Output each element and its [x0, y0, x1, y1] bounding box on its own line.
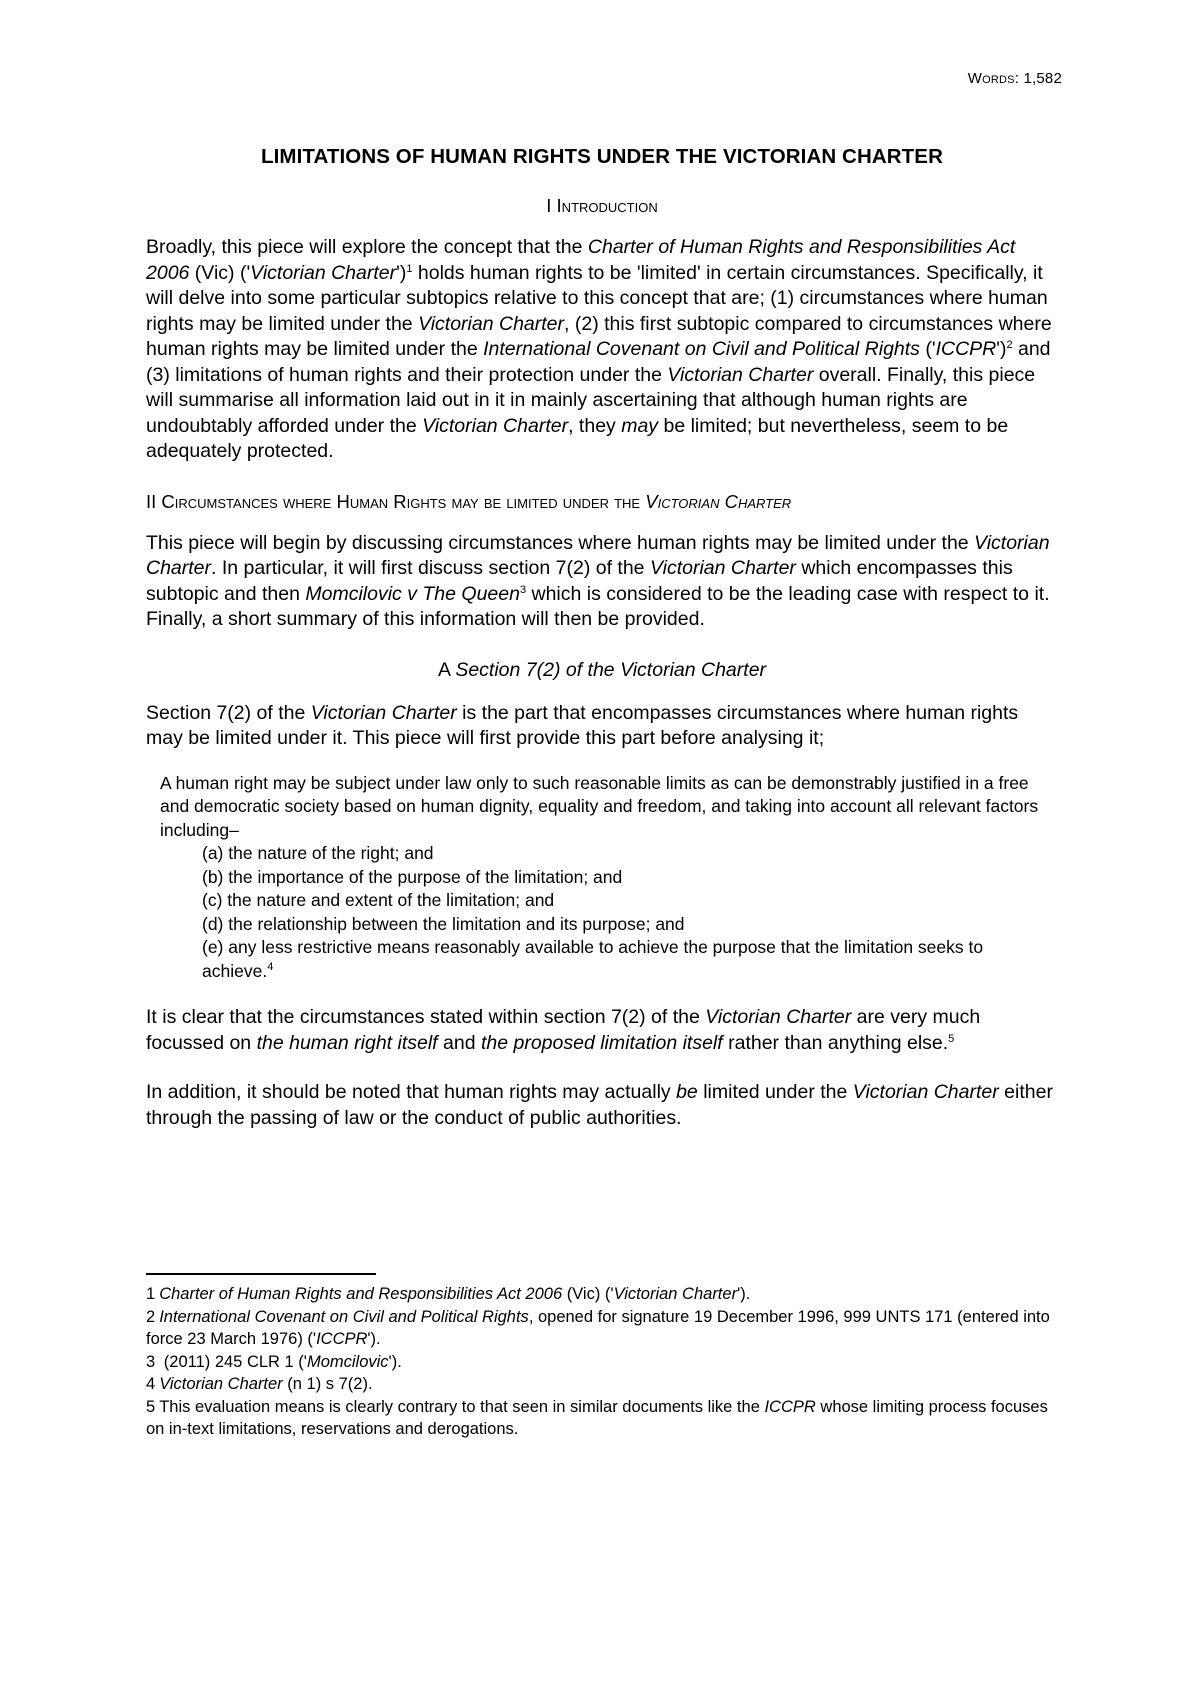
- footnote-ref-3: 3: [519, 583, 527, 596]
- footnote-ref-5: 5: [948, 1032, 955, 1045]
- quote-item-d: (d) the relationship between the limitation and its purpose; and: [202, 913, 685, 934]
- document-title: LIMITATIONS OF HUMAN RIGHTS UNDER THE VICTORIAN CHARTER: [261, 145, 943, 168]
- section2-paragraph-1: This piece will begin by discussing circumstances where human rights may be limited under the Victorian Charter. In particular, it will first discuss section 7(2) of the Victorian Charter which encompasses this subtopic and then Momcilovic v The Queen$^3$ which is considered to be the leading case with respect to it. Finally, a short summary of this information will then be provided.: [146, 531, 1050, 630]
- word-count: Words: 1,582: [967, 70, 1062, 87]
- section2-paragraph-4: In addition, it should be noted that human rights may actually be limited under the Victorian Charter either through the passing of law or the conduct of public authorities.: [146, 1081, 1053, 1129]
- footnote-2: 2 International Covenant on Civil and Political Rights, opened for signature 19 December 1996, 999 UNTS 171 (entered into force 23 March 1976) ('ICCPR').: [146, 1307, 1050, 1348]
- footnotes: [146, 1283, 1058, 1441]
- section2-paragraph-3: It is clear that the circumstances stated within section 7(2) of the Victorian Charter are very much focussed on the human right itself and the proposed limitation itself rather than anything else.$^5$: [146, 1006, 981, 1054]
- section2-paragraph-2: Section 7(2) of the Victorian Charter is the part that encompasses circumstances where human rights may be limited under it. This piece will first provide this part before analysing it;: [146, 701, 1019, 749]
- document-body: [146, 145, 1058, 1441]
- footnote-3: 3 (2011) 245 CLR 1 ('Momcilovic').: [146, 1352, 402, 1371]
- block-quote-section-7-2: [160, 772, 1040, 984]
- quote-items: [160, 842, 1040, 983]
- section-heading-circumstances: II Circumstances where Human Rights may be limited under the Victorian Charter: [146, 490, 792, 512]
- quote-item-c: (c) the nature and extent of the limitation; and: [202, 890, 555, 910]
- quote-item-b: (b) the importance of the purpose of the limitation; and: [202, 866, 623, 887]
- introduction-paragraph: Broadly, this piece will explore the concept that the Charter of Human Rights and Responsibilities Act 2006 (Vic) ('Victorian Charter')$^1$ holds human rights to be 'limited' in certain circumstances. Specifically, it will delve into some particular subtopics relative to this concept that are; (1) circumstances where human rights may be limited under the Victorian Charter, (2) this first subtopic compared to circumstances where human rights may be limited under the International Covenant on Civil and Political Rights ('ICCPR')$^2$ and (3) limitations of human rights and their protection under the Victorian Charter overall. Finally, this piece will summarise all information laid out in it in mainly ascertaining that although human rights are undoubtably afforded under the Victorian Charter, they may be limited; but nevertheless, seem to be adequately protected.: [146, 236, 1052, 462]
- footnote-5: 5 This evaluation means is clearly contrary to that seen in similar documents like the ICCPR whose limiting process focuses on in-text limitations, reservations and derogations.: [146, 1397, 1048, 1438]
- quote-item-e: (e) any less restrictive means reasonably available to achieve the purpose that the limitation seeks to achieve.$^4$: [202, 937, 984, 981]
- quote-intro: A human right may be subject under law only to such reasonable limits as can be demonstrably justified in a free and democratic society based on human dignity, equality and freedom, and taking into account all relevant factors including–: [160, 772, 1039, 840]
- footnote-ref-1: 1: [406, 262, 413, 275]
- footnote-ref-4: 4: [267, 960, 274, 973]
- footnote-separator: [146, 1273, 376, 1275]
- section-heading-introduction: I Introduction: [546, 195, 658, 216]
- footnote-4: 4 Victorian Charter (n 1) s 7(2).: [146, 1375, 373, 1393]
- quote-item-a: (a) the nature of the right; and: [202, 843, 434, 863]
- footnote-ref-2: 2: [1006, 339, 1013, 351]
- footnote-1: 1 Charter of Human Rights and Responsibilities Act 2006 (Vic) ('Victorian Charter').: [146, 1285, 751, 1303]
- subheading-section-7-2: A Section 7(2) of the Victorian Charter: [437, 658, 767, 681]
